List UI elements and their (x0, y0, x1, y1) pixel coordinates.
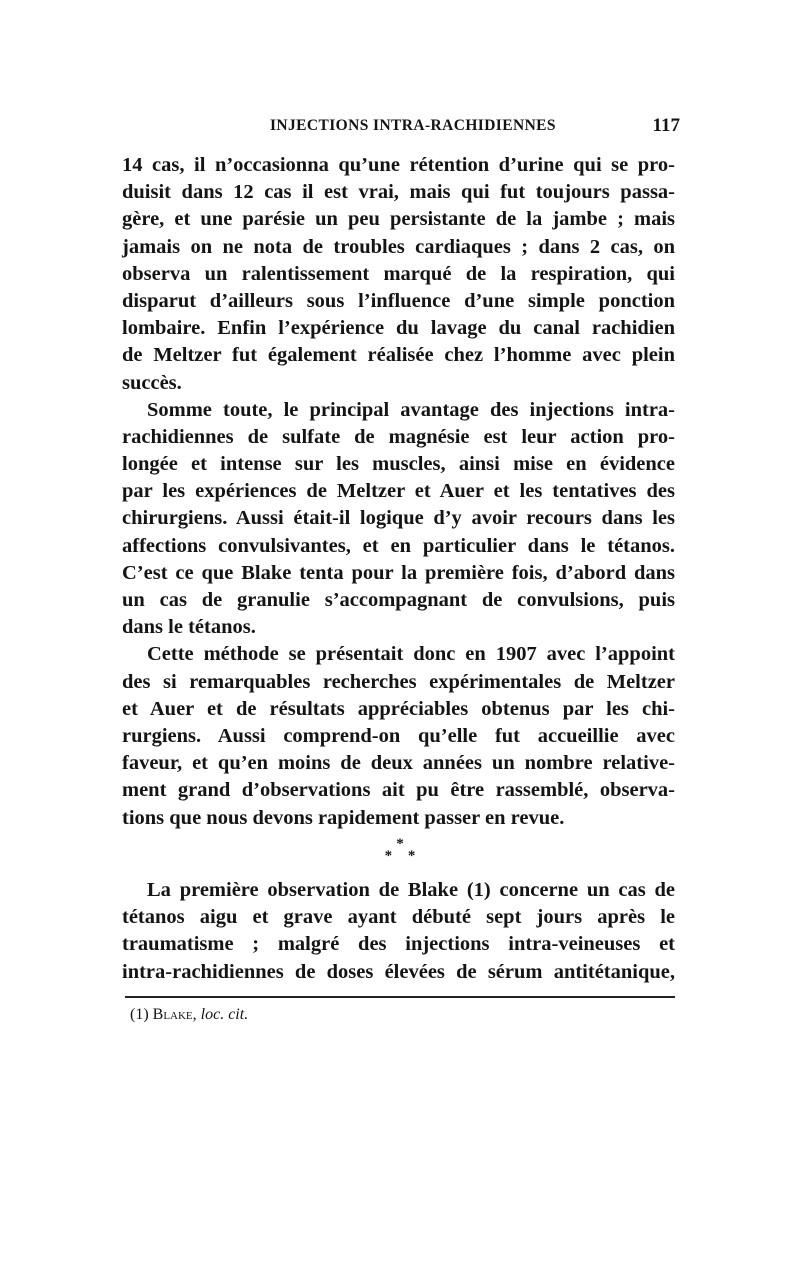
text-line: gère, et une parésie un peu persistante de la jambe ; mais (122, 208, 675, 231)
paragraph-4 (122, 877, 675, 986)
paragraph-1 (122, 152, 675, 397)
footnote-reference: loc. cit. (200, 1006, 249, 1023)
text-line: traumatisme ; malgré des injections intra-veineuses et (122, 933, 675, 956)
footnote-rule (125, 996, 675, 998)
text-line: un cas de granulie s’accompagnant de convulsions, puis (122, 589, 675, 611)
text-line: ment grand d’observations ait pu être rassemblé, observa- (122, 779, 675, 802)
text-line: faveur, et qu’en moins de deux années un nombre relative- (122, 752, 675, 775)
footnote (130, 1006, 248, 1024)
running-title: INJECTIONS INTRA-RACHIDIENNES (270, 117, 556, 134)
paragraph-2 (122, 397, 675, 642)
asterism-bottom: * * (384, 848, 422, 864)
text-line: chirurgiens. Aussi était-il logique d’y avoir recours dans les (122, 507, 675, 530)
text-line: longée et intense sur les muscles, ainsi mise en évidence (122, 453, 675, 476)
running-head (122, 117, 680, 139)
text-line: lombaire. Enfin l’expérience du lavage du canal rachidien (122, 317, 675, 340)
section-asterism (372, 838, 428, 862)
text-line: 14 cas, il n’occasionna qu’une rétention d’urine qui se pro- (122, 154, 675, 176)
text-line: dans le tétanos. (122, 616, 256, 639)
text-line: tions que nous devons rapidement passer en revue. (122, 806, 565, 829)
text-line: par les expériences de Meltzer et Auer et les tentatives des (122, 480, 675, 503)
text-line: affections convulsivantes, et en particulier dans le tétanos. (122, 534, 675, 557)
footnote-author: Blake, (152, 1006, 197, 1023)
text-line: et Auer et de résultats appréciables obtenus par les chi- (122, 697, 675, 720)
text-line: succès. (122, 371, 182, 394)
text-line: Cette méthode se présentait donc en 1907 avec l’appoint (147, 643, 675, 666)
text-line: rurgiens. Aussi comprend-on qu’elle fut accueillie avec (122, 724, 675, 747)
text-line: C’est ce que Blake tenta pour la première fois, d’abord dans (122, 561, 675, 584)
page-number: 117 (652, 115, 680, 136)
text-line: des si remarquables recherches expérimentales de Meltzer (122, 670, 675, 693)
text-line: intra-rachidiennes de doses élevées de sérum antitétanique, (122, 960, 675, 983)
text-line: de Meltzer fut également réalisée chez l’homme avec plein (122, 344, 675, 367)
body-text (122, 152, 675, 832)
paragraph-3 (122, 641, 675, 831)
text-line: observa un ralentissement marqué de la respiration, qui (122, 262, 675, 285)
asterism-top: * (396, 836, 404, 852)
text-line: La première observation de Blake (1) concerne un cas de (147, 879, 675, 901)
text-line: rachidiennes de sulfate de magnésie est leur action pro- (122, 425, 675, 448)
text-line: jamais on ne nota de troubles cardiaques ; dans 2 cas, on (122, 235, 675, 258)
text-line: disparut d’ailleurs sous l’influence d’une simple ponction (122, 289, 675, 312)
text-line: duisit dans 12 cas il est vrai, mais qui fut toujours passa- (122, 181, 675, 204)
text-line: tétanos aigu et grave ayant débuté sept jours après le (122, 906, 675, 929)
footnote-marker: (1) (130, 1006, 149, 1023)
text-line: Somme toute, le principal avantage des injections intra- (147, 398, 675, 421)
